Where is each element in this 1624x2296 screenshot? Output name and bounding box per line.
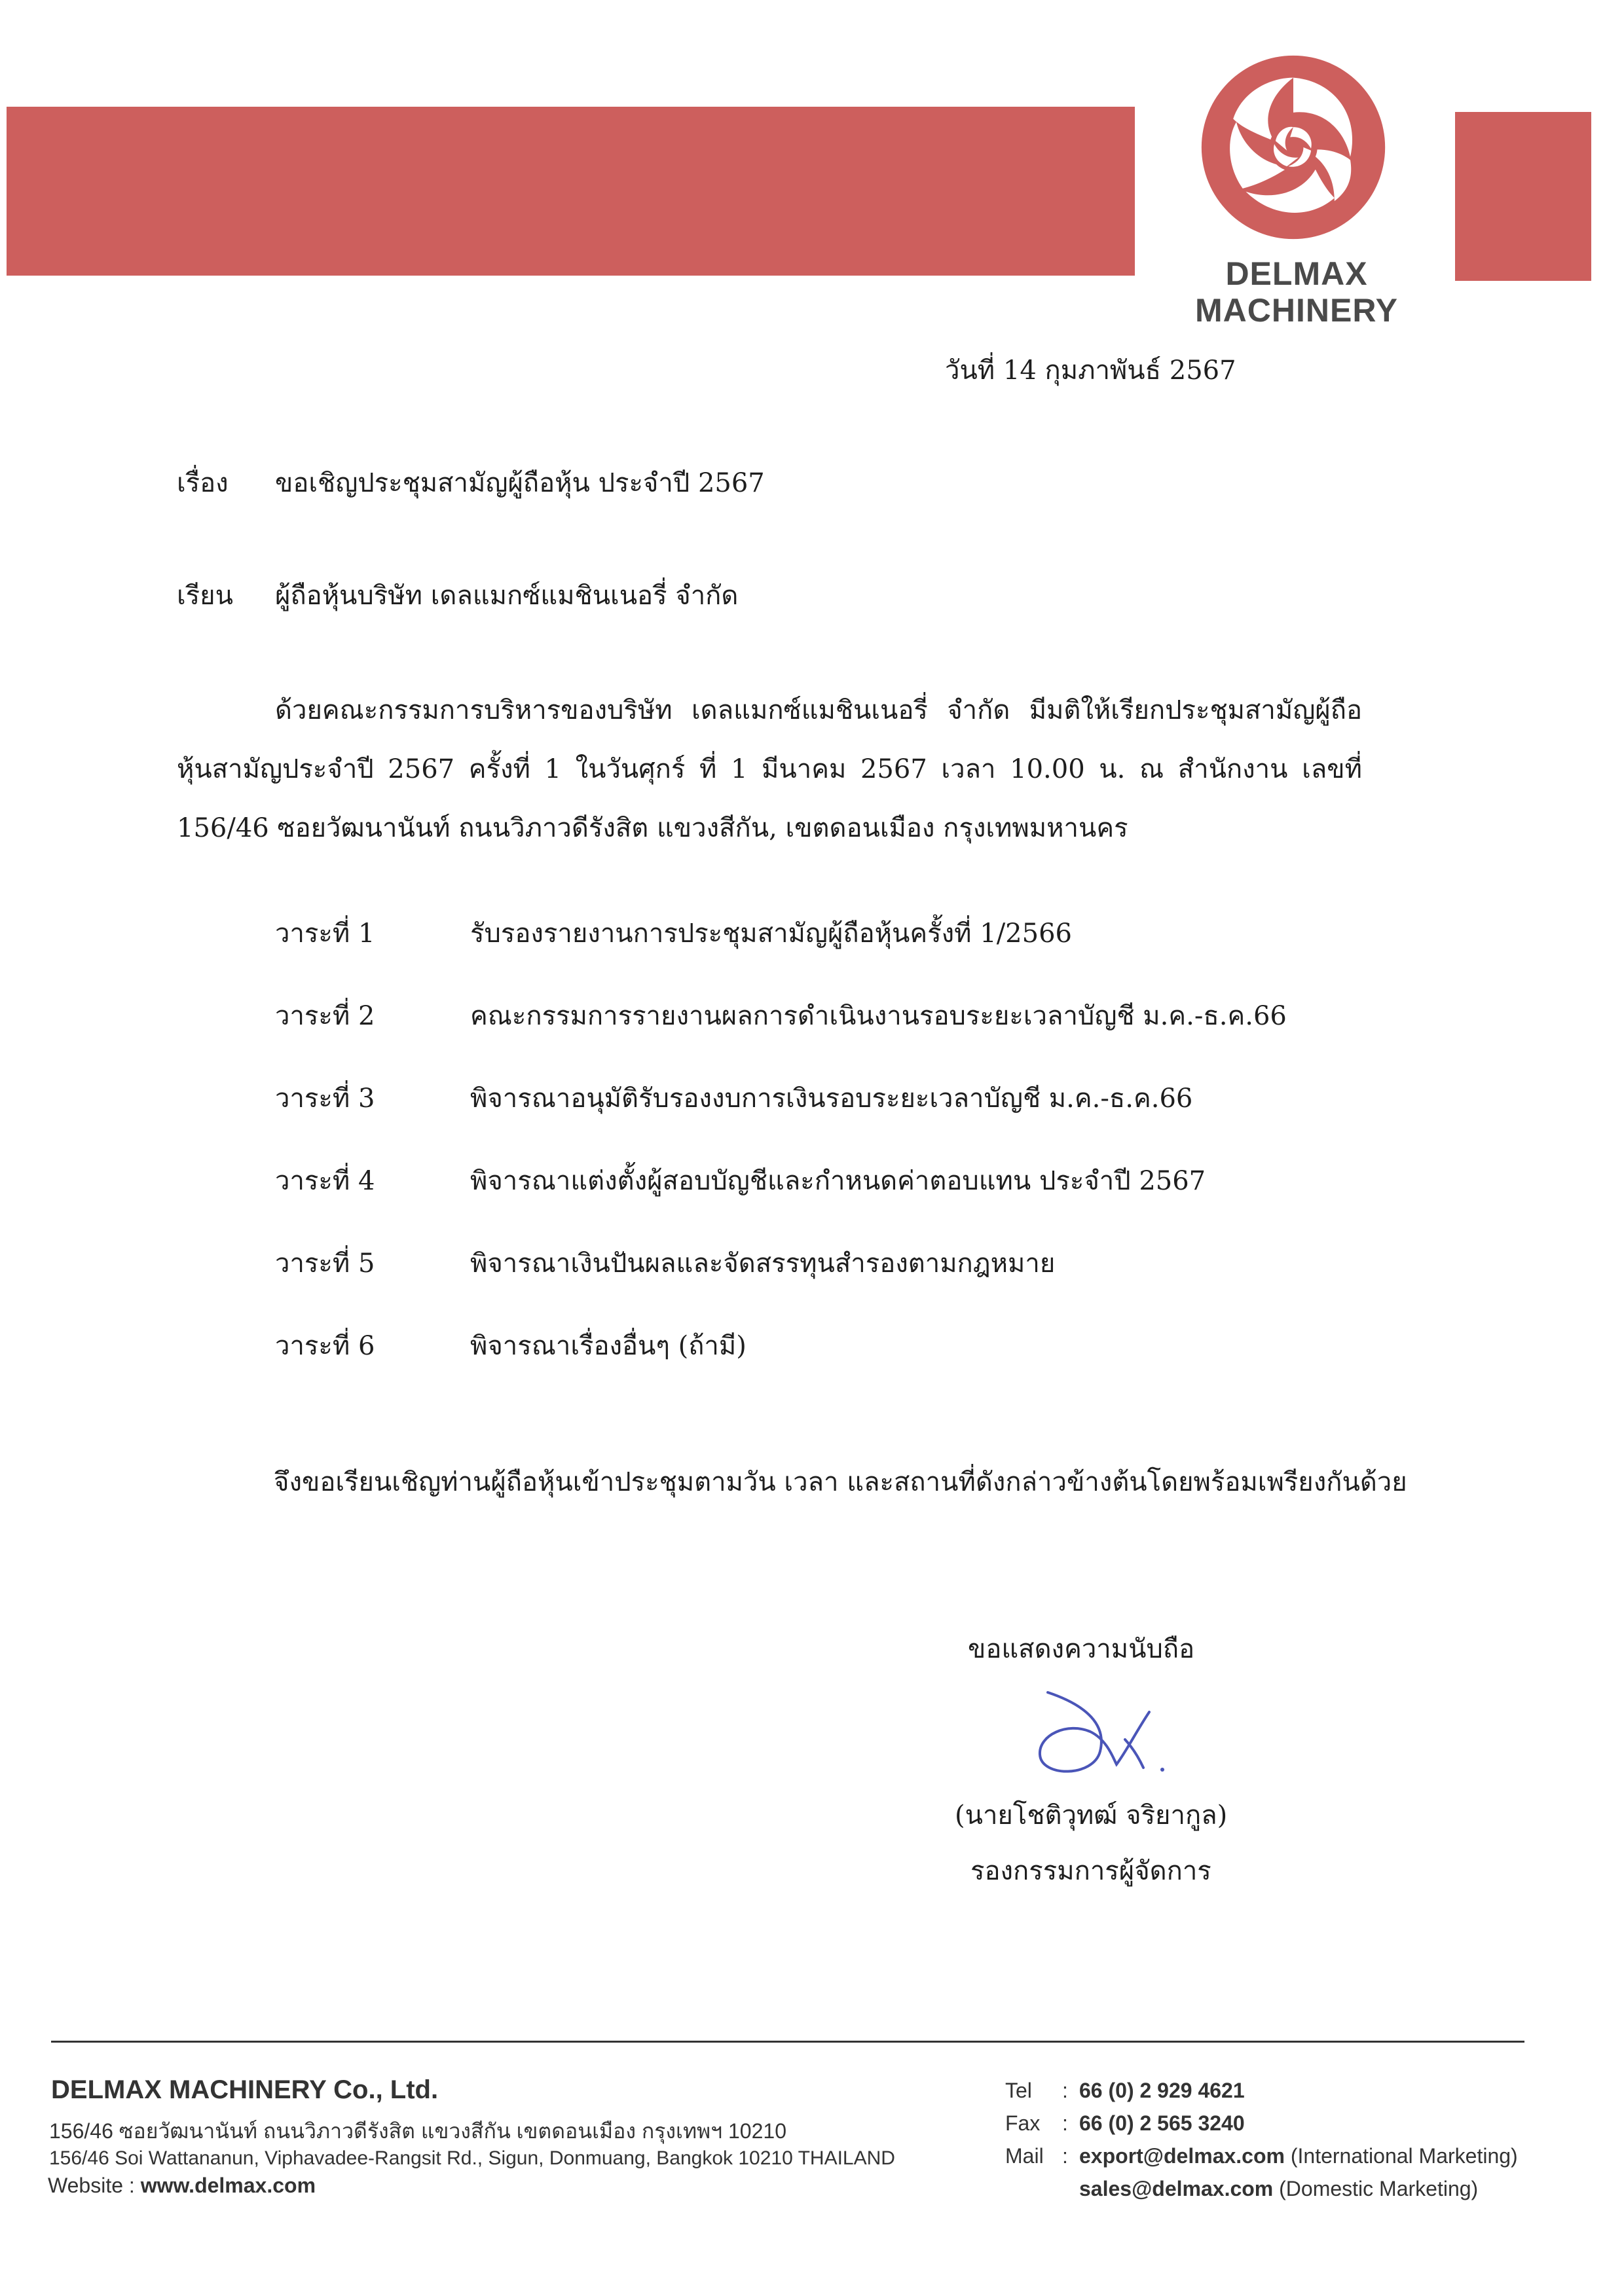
agenda-text: รับรองรายงานการประชุมสามัญผู้ถือหุ้นครั้งที่ 1/2566 — [470, 919, 1072, 949]
tel-colon: : — [1062, 2079, 1068, 2102]
agenda-label: วาระที่ 5 — [275, 1248, 375, 1279]
recipient-text: ผู้ถือหุ้นบริษัท เดลแมกซ์แมชินเนอรี่ จำกัด — [275, 581, 739, 611]
agenda-label: วาระที่ 3 — [275, 1084, 375, 1114]
footer-address-th: 156/46 ซอยวัฒนานันท์ ถนนวิภาวดีรังสิต แขวงสีกัน เขตดอนเมือง กรุงเทพฯ 10210 — [49, 2119, 786, 2143]
agenda-text: พิจารณาแต่งตั้งผู้สอบบัญชีและกำหนดค่าตอบแทน ประจำปี 2567 — [470, 1166, 1206, 1196]
website-label: Website : — [48, 2174, 141, 2197]
subject-text: ขอเชิญประชุมสามัญผู้ถือหุ้น ประจำปี 2567 — [275, 468, 765, 498]
agenda-text: คณะกรรมการรายงานผลการดำเนินงานรอบระยะเวลาบัญชี ม.ค.-ธ.ค.66 — [470, 1001, 1287, 1031]
mail-sales-link[interactable]: sales@delmax.com — [1079, 2177, 1274, 2200]
footer-website — [48, 2174, 316, 2198]
mail-export-link[interactable]: export@delmax.com — [1079, 2144, 1285, 2168]
mail-label: Mail — [1005, 2144, 1044, 2168]
delmax-logo-icon — [1198, 52, 1388, 242]
agenda-label: วาระที่ 6 — [275, 1331, 375, 1361]
fax-number: 66 (0) 2 565 3240 — [1079, 2111, 1245, 2135]
website-link[interactable]: www.delmax.com — [140, 2174, 316, 2197]
agenda-text: พิจารณาเงินปันผลและจัดสรรทุนสำรองตามกฎหมาย — [470, 1248, 1056, 1279]
tel-number[interactable]: 66 (0) 2 929 4621 — [1079, 2079, 1245, 2102]
regards: ขอแสดงความนับถือ — [968, 1634, 1195, 1664]
tel-value — [1079, 2074, 1245, 2107]
agenda-label: วาระที่ 1 — [275, 919, 375, 949]
agenda-text: พิจารณาเรื่องอื่นๆ (ถ้ามี) — [470, 1331, 747, 1361]
signer-name: (นายโชติวุทฒ์ จริยากูล) — [955, 1800, 1228, 1831]
footer-divider — [51, 2041, 1524, 2043]
signer-title: รองกรรมการผู้จัดการ — [970, 1856, 1211, 1886]
mail-sales-note: (Domestic Marketing) — [1273, 2177, 1479, 2200]
mail-colon: : — [1062, 2144, 1068, 2168]
fax-value — [1079, 2107, 1245, 2140]
body-paragraph: ด้วยคณะกรรมการบริหารของบริษัท เดลแมกซ์แมชินเนอรี่ จำกัด มีมติให้เรียกประชุมสามัญผู้ถือหุ้นสามัญประจำปี 2567 ครั้งที่ 1 ในวันศุกร์ ที่ 1 มีนาคม 2567 เวลา 10.00 น. ณ สำนักงาน เลขที่ 156/46 ซอยวัฒนานันท์ ถนนวิภาวดีรังสิต แขวงสีกัน, เขตดอนเมือง กรุงเทพมหานคร — [177, 695, 1362, 843]
header-band-left — [7, 107, 1135, 276]
footer-address-en: 156/46 Soi Wattananun, Viphavadee-Rangsit Rd., Sigun, Donmuang, Bangkok 10210 THAILAND — [49, 2147, 895, 2169]
recipient-label: เรียน — [177, 581, 233, 611]
subject-label: เรื่อง — [177, 468, 229, 498]
brand-name — [1172, 255, 1421, 329]
agenda-text: พิจารณาอนุมัติรับรองงบการเงินรอบระยะเวลาบัญชี ม.ค.-ธ.ค.66 — [470, 1084, 1193, 1114]
brand-name-line1: DELMAX — [1225, 255, 1368, 292]
mail-export — [1079, 2140, 1518, 2172]
fax-colon: : — [1062, 2111, 1068, 2135]
header-band-right — [1455, 112, 1591, 281]
agenda-label: วาระที่ 4 — [275, 1166, 375, 1196]
footer-company: DELMAX MACHINERY Co., Ltd. — [51, 2075, 439, 2104]
mail-export-note: (International Marketing) — [1284, 2144, 1518, 2168]
fax-label: Fax — [1005, 2111, 1041, 2135]
mail-sales — [1079, 2172, 1478, 2205]
agenda-label: วาระที่ 2 — [275, 1001, 375, 1031]
tel-label: Tel — [1005, 2079, 1032, 2102]
letter-date: วันที่ 14 กุมภาพันธ์ 2567 — [945, 355, 1236, 386]
brand-name-line2: MACHINERY — [1195, 292, 1398, 329]
signature-icon — [1028, 1686, 1185, 1784]
closing-sentence: จึงขอเรียนเชิญท่านผู้ถือหุ้นเข้าประชุมตามวัน เวลา และสถานที่ดังกล่าวข้างต้นโดยพร้อมเพรียงกันด้วย — [274, 1467, 1407, 1497]
